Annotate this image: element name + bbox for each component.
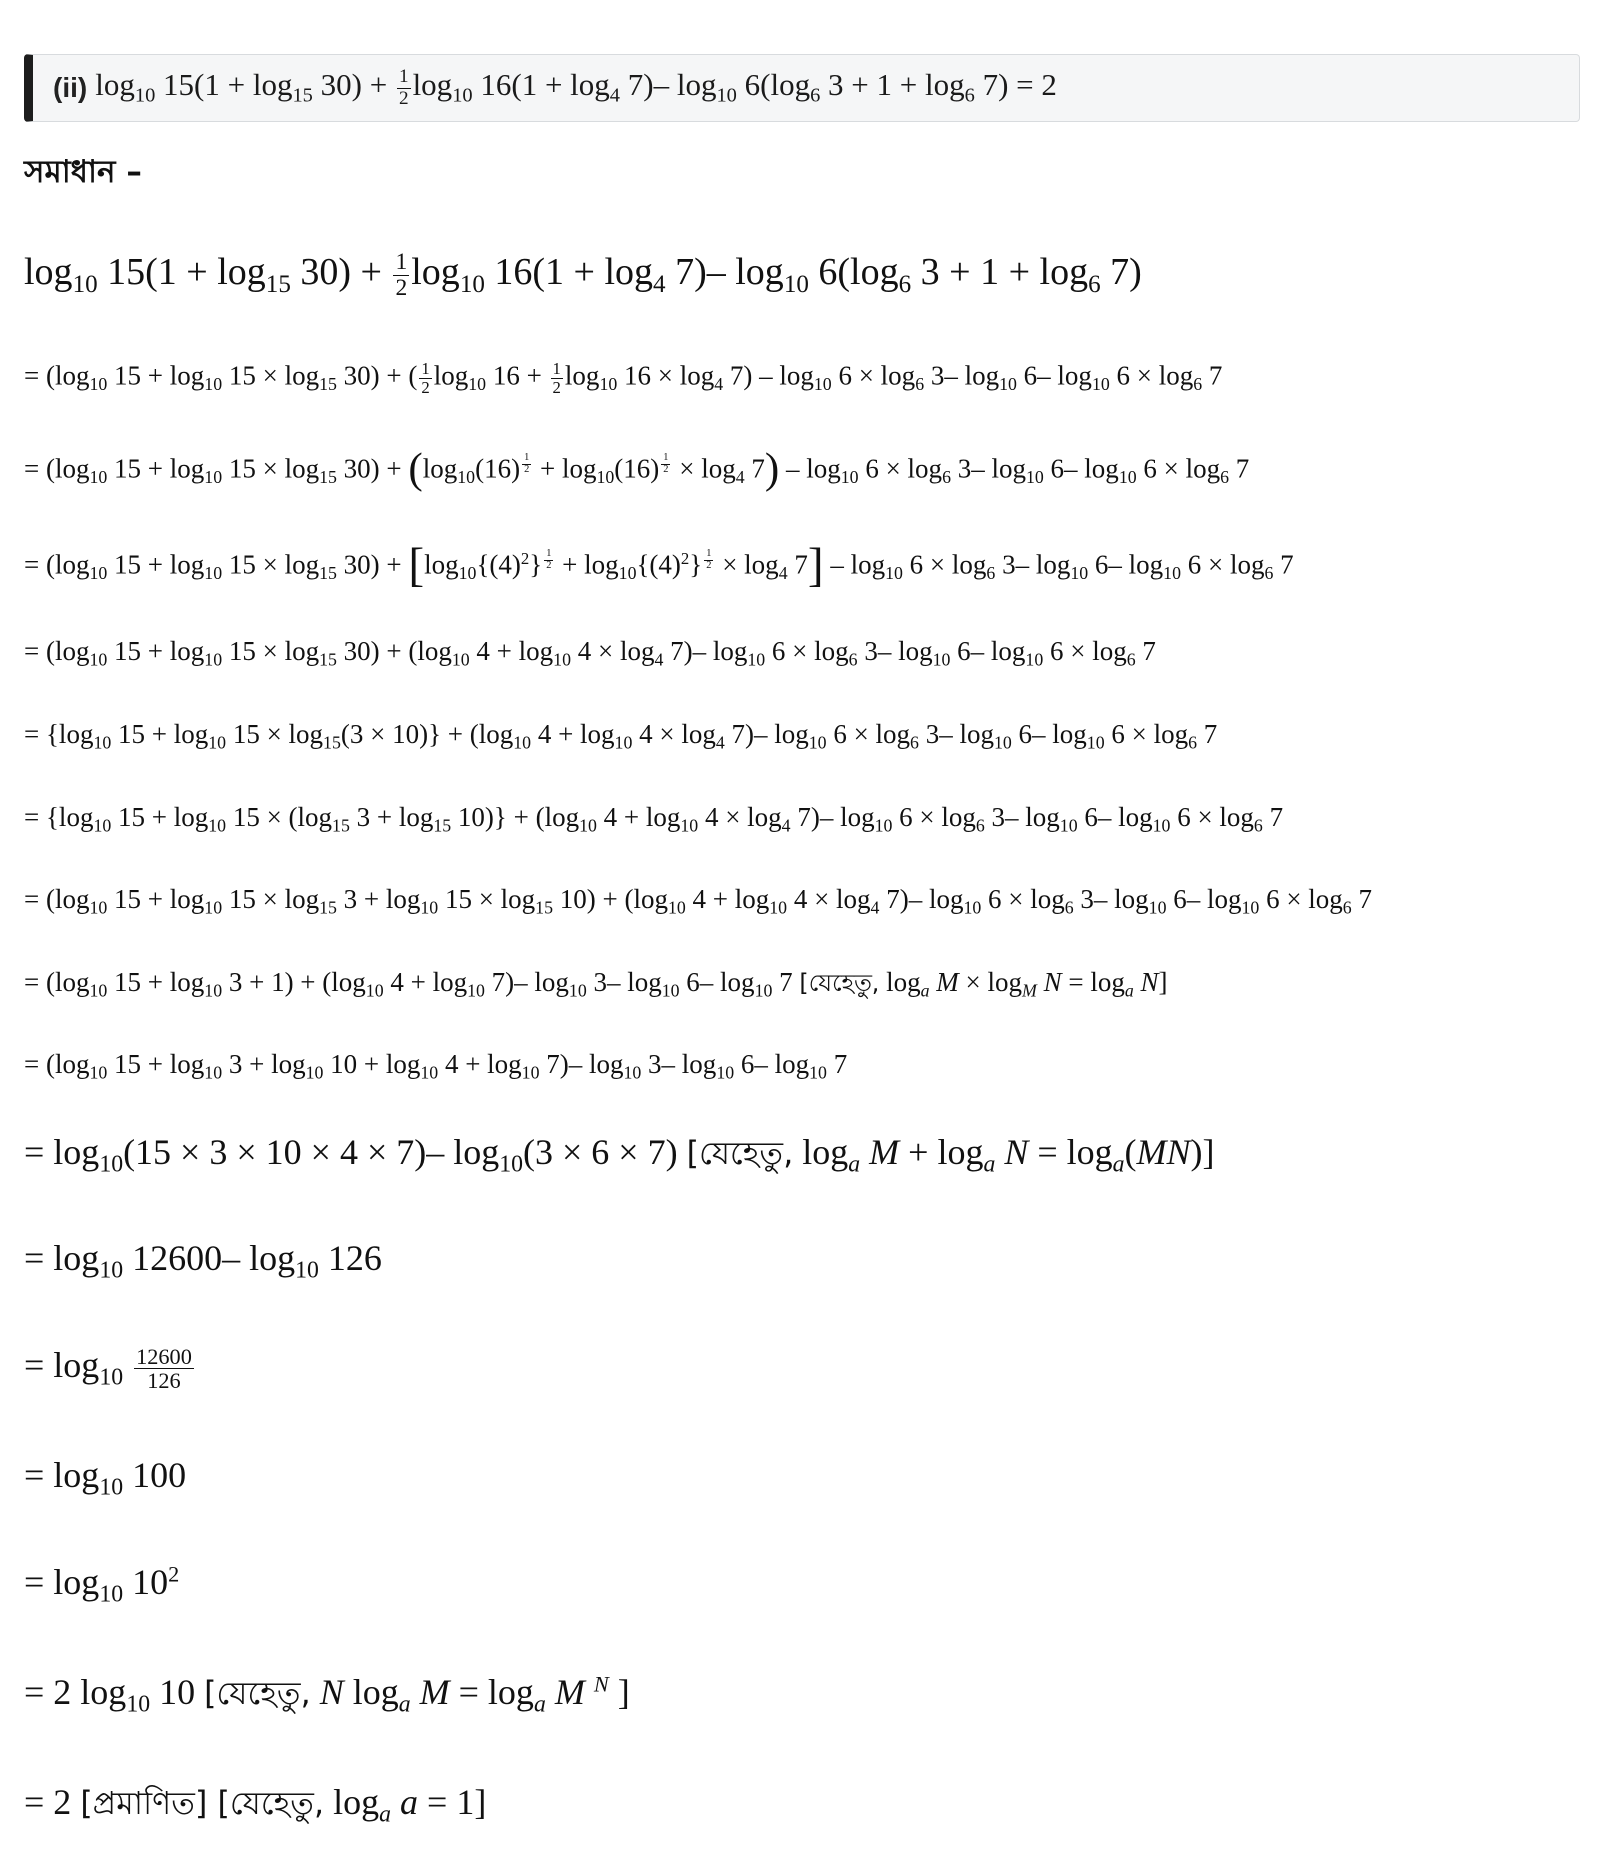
step-9: = ($\log_{10}$ $15 + \log_{10} 3 + \log_{10} 10 + \log_{10} 4 + \log_{10} 7)-$ $\log_{10} 3-$ $\log_{10} 6-$ $\log_{10} 7$	[24, 1049, 848, 1083]
question-box	[24, 54, 1580, 122]
step-15: = 2 $\log_{10} 10$ [যেহেতু, N $\log_a M = \log_a M$ $^N$ ]	[24, 1671, 630, 1718]
question-label: (ii)	[53, 72, 88, 103]
step-1: = ($\log_{10}$ $15 + \log_{10} 15 \times \log_{15} 30$) + ( $\frac{1}{2}$ $\log_{10} 16$ + $\frac{1}{2}$ $\log_{10} 16 \times \log_4 7) - \log_{10} 6 \times \log_6 3-$ $\log_{10} 6-$ $\log_{10} 6 \times \log_6 7$	[24, 359, 1223, 397]
step-0: $\log_{10} 15(1 + \log_{15} 30)$ + $\frac{1}{2}$ $\log_{10} 16(1 + \log_4 7)-$ $\log_{10} 6(\log_6$ $3 + 1 + \log_6 7$)	[24, 249, 1142, 301]
step-4: = ($\log_{10}$ $15 + \log_{10} 15 \times \log_{15} 30) + (\log_{10}$ $4 + \log_{10} 4 \times \log_4 7)-$ $\log_{10} 6 \times \log_6 3-$ $\log_{10} 6-$ $\log_{10} 6 \times \log_6 7$	[24, 636, 1156, 670]
step-16: = 2 [প্রমাণিত] [যেহেতু, $\log_a a = 1$]	[24, 1782, 487, 1828]
step-11: = $\log_{10} 12600-$ $\log_{10} 126$	[24, 1238, 382, 1284]
step-3: = ($\log_{10}$ $15 + \log_{10} 15 \times \log_{15} 30) + [\log_{10}\{(4)^2\}$ $^{\frac{1}{2}}$ + $\log_{10}\{(4)^2\}$ $^{\frac{1}{2}}$ × $\log_4 7] - \log_{10} 6 \times \log_6 3-$ $\log_{10} 6-$ $\log_{10} 6 \times \log_6 7$	[24, 539, 1294, 592]
step-8: = ($\log_{10}$ $15 + \log_{10} 3 + 1) + (\log_{10}$ $4 + \log_{10} 7)-$ $\log_{10} 3-$ $\log_{10} 6-$ $\log_{10} 7$ [যেহেতু, $\log_a M \times \log_M N = \log_a N$]	[24, 967, 1168, 1001]
step-13: = $\log_{10} 100$	[24, 1455, 187, 1501]
step-10: = $\log_{10}(15 \times 3 \times 10 \times 4 \times 7)-$ $\log_{10}(3 \times 6 \times 7)$ [যেহেতু, $\log_a M + \log_a N = \log_a(MN)$]	[24, 1132, 1215, 1178]
solution-heading: সমাধান –	[24, 154, 142, 190]
step-14: = $\log_{10} 10^2$	[24, 1561, 180, 1608]
question-equation: $\log_{10} 15(1 + \log_{15} 30)$ + $\frac{1}{2}$ $\log_{10} 16(1 + \log_4 7)-$ $\log_{10} 6(\log_6$ $3 + 1 + \log_6 7) = 2$	[95, 66, 1057, 109]
step-12: = $\log_{10}$ $\frac{12600}{126}$	[24, 1343, 192, 1394]
step-5: = {$\log_{10}$ $15 + \log_{10} 15 \times \log_{15}(3 \times 10)\} + (\log_{10}$ $4 + \log_{10} 4 \times \log_4 7)-$ $\log_{10} 6 \times \log_6 3-$ $\log_{10} 6-$ $\log_{10} 6 \times \log_6 7$	[24, 719, 1218, 753]
step-6: = {$\log_{10}$ $15 + \log_{10} 15 \times (\log_{15}$ $3 + \log_{15} 10)\} + (\log_{10}$ $4 + \log_{10} 4 \times \log_4 7)-$ $\log_{10} 6 \times \log_6 3-$ $\log_{10} 6-$ $\log_{10} 6 \times \log_6 7$	[24, 802, 1284, 836]
step-7: = ($\log_{10}$ $15 + \log_{10} 15 \times \log_{15} 3 + \log_{10} 15 \times \log_{15} 10) + (\log_{10}$ $4 + \log_{10} 4 \times \log_4 7)-$ $\log_{10} 6 \times \log_6 3-$ $\log_{10} 6-$ $\log_{10} 6 \times \log_6 7$	[24, 884, 1372, 918]
step-2: = ($\log_{10}$ $15 + \log_{10} 15 \times \log_{15} 30) + (\log_{10}(16)$ $^{\frac{1}{2}}$ + $\log_{10}(16)$ $^{\frac{1}{2}}$ × $\log_4 7) - \log_{10} 6 \times \log_6 3-$ $\log_{10} 6-$ $\log_{10} 6 \times \log_6 7$	[24, 445, 1250, 493]
